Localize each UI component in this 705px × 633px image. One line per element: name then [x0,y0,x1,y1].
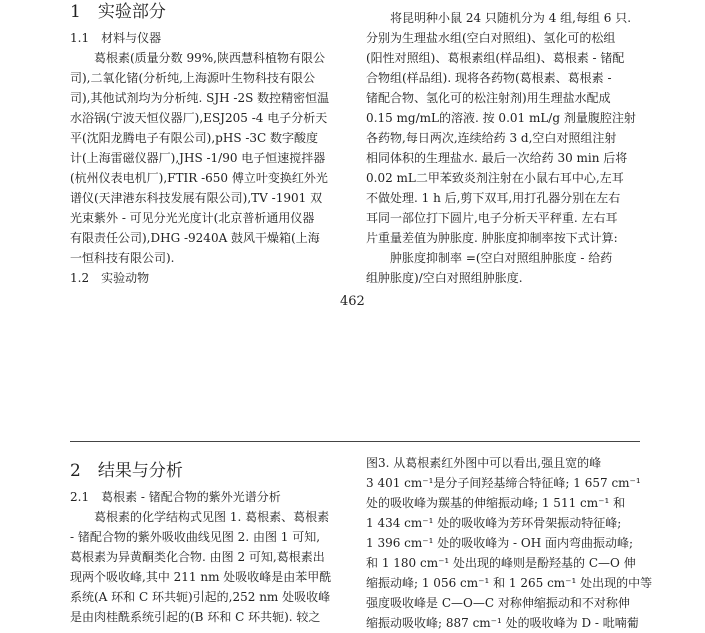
bottom-left-paragraph [70,507,360,627]
text-line: 肿胀度抑制率 =(空白对照组肿胀度 - 给药 [366,251,613,265]
bottom-left-column [70,459,360,627]
text-line: 葛根素(质量分数 99%,陕西慧科植物有限公 [70,51,325,65]
text-line: 1 434 cm⁻¹ 处的吸收峰为芳环骨架振动特征峰; [366,516,622,530]
text-line: 相同体积的生理盐水. 最后一次给药 30 min 后将 [366,151,628,165]
top-right-paragraph [366,8,641,288]
text-line: 现两个吸收峰,其中 211 nm 处吸收峰是由苯甲酰 [70,570,332,584]
subsection-1-1-title: 1.1 材料与仪器 [70,31,162,45]
text-line: 计(上海雷磁仪器厂),JHS -1/90 电子恒速搅拌器 [70,151,326,165]
text-line: 片重量差值为肿胀度. 肿胀度抑制率按下式计算: [366,231,618,245]
text-line: 耳同一部位打下圆片,电子分析天平秤重. 左右耳 [366,211,618,225]
section-1-title: 1 实验部分 [70,2,166,22]
text-line: 处的吸收峰为羰基的伸缩振动峰; 1 511 cm⁻¹ 和 [366,496,626,510]
text-line: 0.02 mL二甲苯致炎剂注射在小鼠右耳中心,左耳 [366,171,624,185]
text-line: 将昆明种小鼠 24 只随机分为 4 组,每组 6 只. [366,11,632,25]
text-line: 葛根素的化学结构式见图 1. 葛根素、葛根素 [70,510,330,524]
text-line: 合物组(样品组). 现将各药物(葛根素、葛根素 - [366,71,612,85]
top-right-column [366,8,641,288]
text-line: 光束紫外 - 可见分光光度计(北京普析通用仪器 [70,211,315,225]
bottom-right-column [366,453,653,633]
text-line: 1 396 cm⁻¹ 处的吸收峰为 - OH 面内弯曲振动峰; [366,536,634,550]
text-line: 谱仪(天津港东科技发展有限公司),TV -1901 双 [70,191,323,205]
text-line: 司),其他试剂均为分析纯. SJH -2S 数控精密恒温 [70,91,330,105]
text-line: 水浴锅(宁波天恒仪器厂),ESJ205 -4 电子分析天 [70,111,328,125]
text-line: 是由肉桂酰系统引起的(B 环和 C 环共轭). 较之 [70,610,321,624]
text-line: 不做处理. 1 h 后,剪下双耳,用打孔器分别在左右 [366,191,621,205]
text-line: 0.15 mg/mL的溶液. 按 0.01 mL/g 剂量腹腔注射 [366,111,636,125]
text-line: 强度吸收峰是 C—O—C 对称伸缩振动和不对称伸 [366,596,630,610]
text-line: 图3. 从葛根素红外图中可以看出,强且宽的峰 [366,456,602,470]
text-line: 分别为生理盐水组(空白对照组)、氢化可的松组 [366,31,616,45]
section-divider [70,441,640,442]
top-left-paragraph [70,48,360,268]
text-line: 锗配合物、氢化可的松注射剂)用生理盐水配成 [366,91,611,105]
text-line: 平(沈阳龙腾电子有限公司),pHS -3C 数字酸度 [70,131,319,145]
text-line: 系统(A 环和 C 环共轭)引起的,252 nm 处吸收峰 [70,590,331,604]
text-line: 缩振动峰; 1 056 cm⁻¹ 和 1 265 cm⁻¹ 处出现的中等 [366,576,653,590]
text-line: - 锗配合物的紫外吸收曲线见图 2. 由图 1 可知, [70,530,321,544]
text-line: (阳性对照组)、葛根素组(样品组)、葛根素 - 锗配 [366,51,625,65]
text-line: 和 1 180 cm⁻¹ 处出现的峰则是酚羟基的 C—O 伸 [366,556,636,570]
text-line: 司),二氧化锗(分析纯,上海源叶生物科技有限公 [70,71,315,85]
text-line: 有限责任公司),DHG -9240A 鼓风干燥箱(上海 [70,231,320,245]
text-line: 各药物,每日两次,连续给药 3 d,空白对照组注射 [366,131,617,145]
text-line: 一恒科技有限公司). [70,251,175,265]
text-line: 组肿胀度)/空白对照组肿胀度. [366,271,523,285]
text-line: 葛根素为异黄酮类化合物. 由图 2 可知,葛根素出 [70,550,325,564]
text-line: 缩振动吸收峰; 887 cm⁻¹ 处的吸收峰为 D - 吡喃葡 [366,616,639,630]
top-left-column [70,0,360,288]
subsection-1-2-title: 1.2 实验动物 [70,271,150,285]
page-number: 462 [340,294,365,309]
subsection-2-1-title: 2.1 葛根素 - 锗配合物的紫外光谱分析 [70,490,281,504]
bottom-right-paragraph [366,453,653,633]
text-line: 3 401 cm⁻¹是分子间羟基缔合特征峰; 1 657 cm⁻¹ [366,476,641,490]
section-2-title: 2 结果与分析 [70,461,183,481]
text-line: (杭州仪表电机厂),FTIR -650 傅立叶变换红外光 [70,171,328,185]
